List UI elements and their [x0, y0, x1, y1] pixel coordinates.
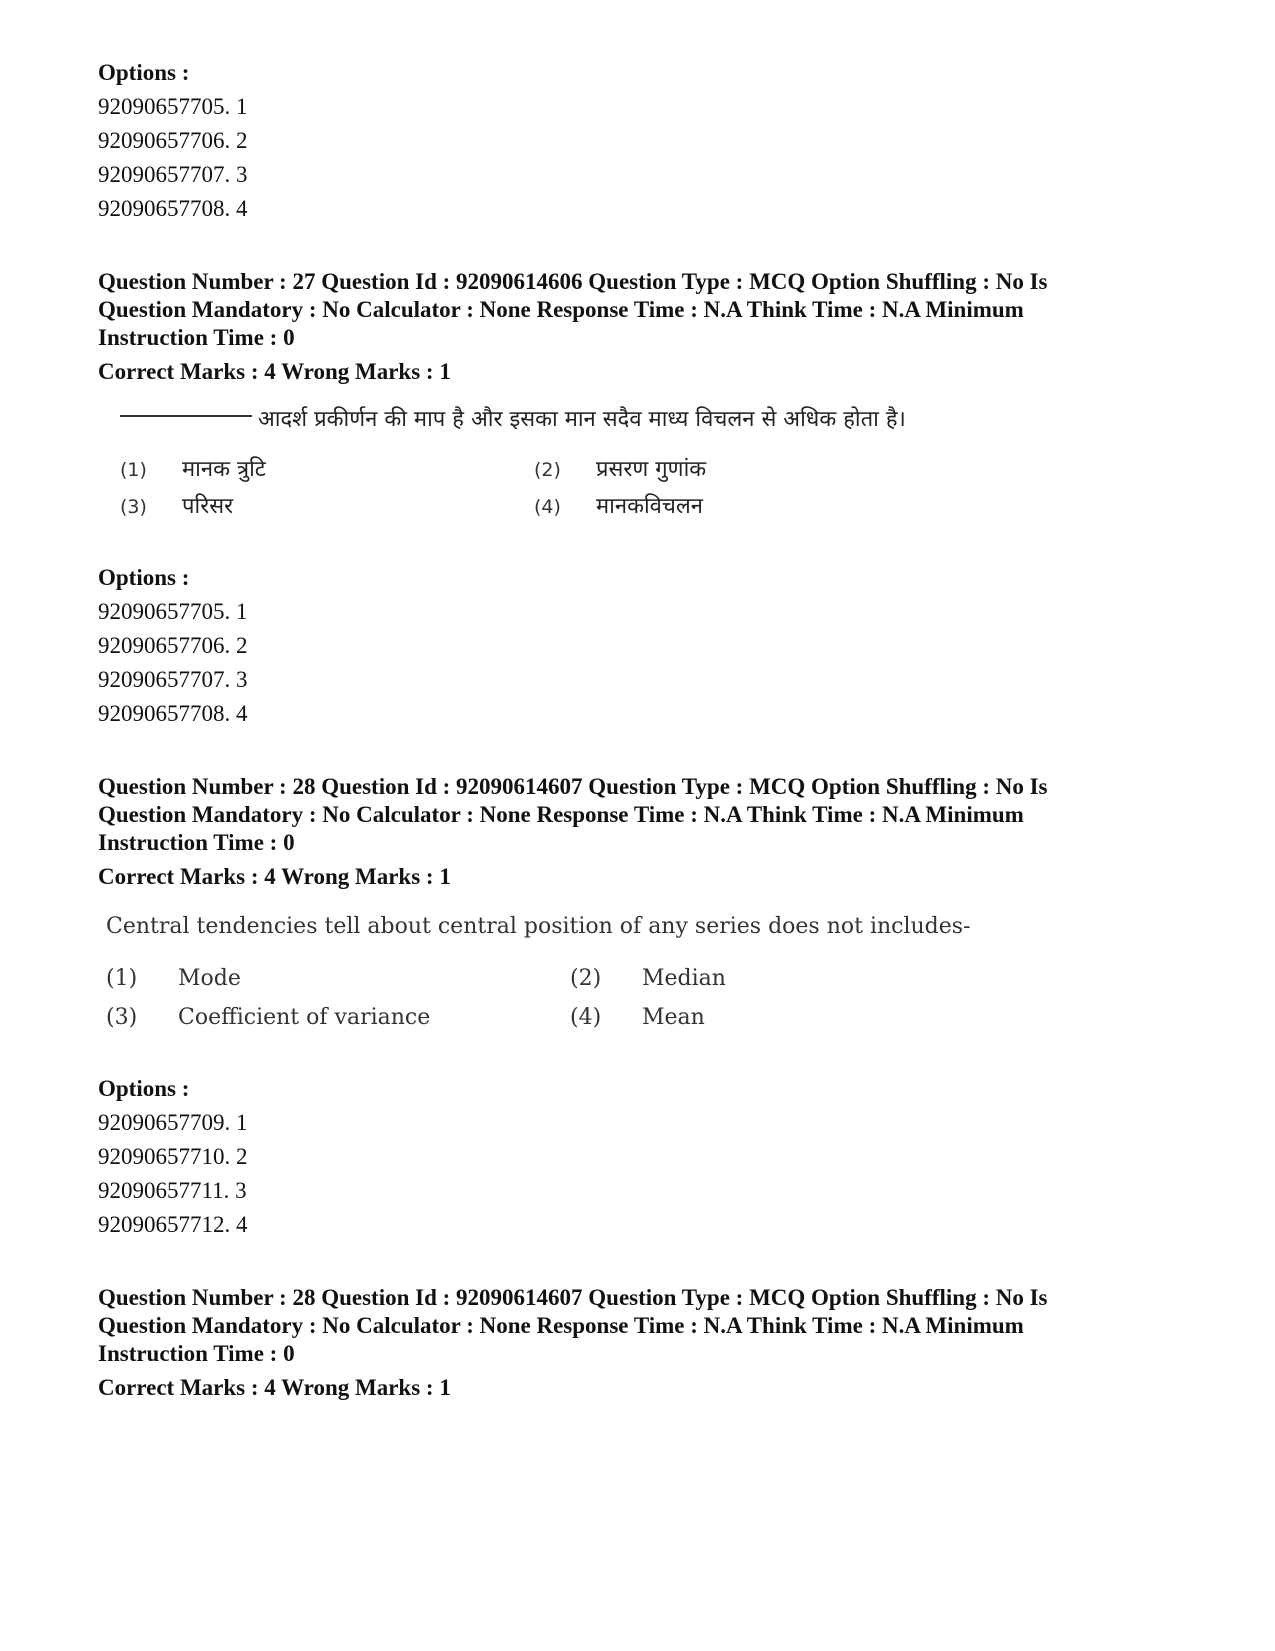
- choice-number: (1): [106, 966, 138, 991]
- options-block: [98, 561, 1188, 731]
- choice-text: Mode: [178, 966, 241, 991]
- question-stem: [120, 403, 906, 433]
- choice-2: [534, 453, 706, 483]
- question-28: [98, 773, 1188, 1242]
- choice-number: (2): [570, 966, 602, 991]
- question-27: [98, 268, 1188, 731]
- choice-3: [120, 490, 233, 520]
- question-header: [98, 268, 1188, 352]
- question-header-line: Instruction Time : 0: [98, 1341, 295, 1366]
- option-line: 92090657709. 1: [98, 1110, 248, 1135]
- option-line: 92090657711. 3: [98, 1178, 247, 1203]
- question-header-line: Question Number : 28 Question Id : 92090614607 Question Type : MCQ Option Shuffling : No Is: [98, 774, 1048, 799]
- question-stem-text: आदर्श प्रकीर्णन की माप है और इसका मान सदैव माध्य विचलन से अधिक होता है।: [258, 407, 906, 432]
- question-header-line: Question Number : 28 Question Id : 92090614607 Question Type : MCQ Option Shuffling : No Is: [98, 1285, 1048, 1310]
- question-header: [98, 773, 1188, 857]
- choice-text: परिसर: [182, 494, 234, 519]
- question-header-line: Question Mandatory : No Calculator : None Response Time : N.A Think Time : N.A Minimum: [98, 297, 1024, 322]
- question-header-line: Instruction Time : 0: [98, 325, 295, 350]
- choice-text: मानकविचलन: [596, 494, 703, 519]
- question-header-line: Question Mandatory : No Calculator : None Response Time : N.A Think Time : N.A Minimum: [98, 802, 1024, 827]
- choice-text: प्रसरण गुणांक: [596, 457, 707, 482]
- option-line: 92090657707. 3: [98, 162, 248, 187]
- question-stem-text: Central tendencies tell about central position of any series does not includes-: [106, 914, 971, 939]
- question-header: [98, 1284, 1188, 1368]
- options-block: [98, 1072, 1188, 1242]
- choice-4: [570, 1005, 705, 1030]
- marks-line: Correct Marks : 4 Wrong Marks : 1: [98, 1375, 451, 1400]
- question-header-line: Question Number : 27 Question Id : 92090614606 Question Type : MCQ Option Shuffling : No Is: [98, 269, 1048, 294]
- choice-4: [534, 490, 703, 520]
- choice-text: मानक त्रुटि: [182, 457, 266, 482]
- choice-1: [120, 453, 266, 483]
- options-label: Options :: [98, 565, 190, 590]
- question-header-line: Instruction Time : 0: [98, 830, 295, 855]
- option-line: 92090657708. 4: [98, 196, 248, 221]
- choice-text: Median: [642, 966, 726, 991]
- option-line: 92090657710. 2: [98, 1144, 248, 1169]
- option-line: 92090657712. 4: [98, 1212, 248, 1237]
- question-28-repeat: [98, 1284, 1188, 1405]
- choice-number: (1): [120, 459, 147, 481]
- document-page: [98, 56, 1188, 1405]
- option-line: 92090657705. 1: [98, 94, 248, 119]
- option-line: 92090657708. 4: [98, 701, 248, 726]
- question-image-english: [98, 900, 1188, 1050]
- choice-number: (4): [534, 496, 561, 518]
- question-header-line: Question Mandatory : No Calculator : None Response Time : N.A Think Time : N.A Minimum: [98, 1313, 1024, 1338]
- option-line: 92090657706. 2: [98, 128, 248, 153]
- option-line: 92090657705. 1: [98, 599, 248, 624]
- choice-number: (3): [120, 496, 147, 518]
- choice-text: Coefficient of variance: [178, 1005, 431, 1030]
- option-line: 92090657707. 3: [98, 667, 248, 692]
- choice-2: [570, 966, 726, 991]
- options-label: Options :: [98, 60, 190, 85]
- choice-text: Mean: [642, 1005, 705, 1030]
- choice-number: (2): [534, 459, 561, 481]
- choice-1: [106, 966, 241, 991]
- blank-line: [120, 415, 252, 417]
- choice-number: (4): [570, 1005, 602, 1030]
- question-image-hindi: [98, 395, 1188, 545]
- marks-line: Correct Marks : 4 Wrong Marks : 1: [98, 864, 451, 889]
- option-line: 92090657706. 2: [98, 633, 248, 658]
- choice-number: (3): [106, 1005, 138, 1030]
- choice-3: [106, 1005, 430, 1030]
- options-block-top: [98, 56, 1188, 226]
- options-label: Options :: [98, 1076, 190, 1101]
- marks-line: Correct Marks : 4 Wrong Marks : 1: [98, 359, 451, 384]
